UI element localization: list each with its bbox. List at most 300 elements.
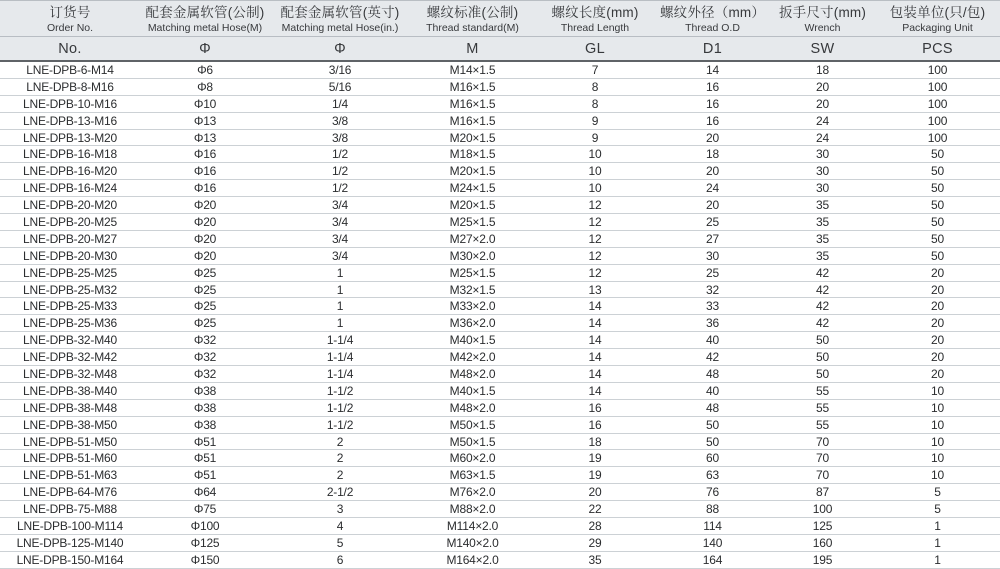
cell: 27 <box>706 231 719 246</box>
cell: Φ25 <box>193 265 217 280</box>
cell: 30 <box>816 181 829 196</box>
cell: 3/16 <box>328 62 352 77</box>
cell: 50 <box>931 181 944 196</box>
cell: Φ51 <box>193 434 217 449</box>
cell: M16×1.5 <box>449 113 496 128</box>
cell: M76×2.0 <box>449 485 496 500</box>
cell: 25 <box>706 265 719 280</box>
cell: 20 <box>931 299 944 314</box>
cell: 1 <box>336 265 344 280</box>
cell: Φ20 <box>193 214 217 229</box>
cell: 3/4 <box>331 248 349 263</box>
cell: Φ13 <box>193 113 217 128</box>
cell: 14 <box>588 383 602 398</box>
cell: 50 <box>931 248 944 263</box>
cell: 88 <box>706 502 719 517</box>
table-row <box>0 96 1000 113</box>
cell: 164 <box>702 552 723 567</box>
cell: 5 <box>934 485 941 500</box>
cell: 20 <box>816 96 829 111</box>
cell: 50 <box>816 333 829 348</box>
cell: LNE-DPB-38-M50 <box>23 417 117 432</box>
cell: 50 <box>706 434 719 449</box>
cell: 125 <box>812 518 833 533</box>
cell: 60 <box>706 451 719 466</box>
cell: M114×2.0 <box>446 518 499 533</box>
cell: 100 <box>927 79 948 94</box>
cell: 1 <box>336 299 344 314</box>
cell: Φ32 <box>193 333 217 348</box>
cell: Φ10 <box>193 96 217 111</box>
column-symbol: No. <box>58 40 82 57</box>
cell: LNE-DPB-51-M50 <box>23 434 117 449</box>
cell: 48 <box>706 400 719 415</box>
cell: 35 <box>816 231 829 246</box>
cell: 35 <box>816 198 829 213</box>
cell: 1-1/2 <box>326 383 354 398</box>
cell: 100 <box>812 502 833 517</box>
cell: 3/4 <box>331 198 349 213</box>
cell: Φ16 <box>193 147 217 162</box>
cell: M40×1.5 <box>449 333 496 348</box>
cell: 5/16 <box>328 79 352 94</box>
cell: 13 <box>588 282 602 297</box>
cell: M24×1.5 <box>449 181 496 196</box>
cell: 20 <box>706 130 719 145</box>
cell: 12 <box>588 214 602 229</box>
cell: 1-1/4 <box>326 333 354 348</box>
cell: Φ20 <box>193 198 217 213</box>
column-title-cn: 螺纹长度(mm) <box>551 5 639 21</box>
cell: 12 <box>588 265 602 280</box>
table-row <box>0 450 1000 467</box>
cell: 55 <box>816 383 829 398</box>
cell: 24 <box>816 130 829 145</box>
cell: 1-1/2 <box>326 417 354 432</box>
cell: 3/4 <box>331 214 349 229</box>
cell: 5 <box>336 535 344 550</box>
cell: 24 <box>706 181 719 196</box>
cell: 14 <box>706 62 719 77</box>
cell: Φ20 <box>193 248 217 263</box>
cell: Φ8 <box>197 79 213 94</box>
cell: 10 <box>931 468 944 483</box>
cell: M32×1.5 <box>449 282 496 297</box>
cell: 16 <box>588 400 602 415</box>
cell: M20×1.5 <box>449 130 496 145</box>
cell: 70 <box>816 468 829 483</box>
cell: Φ16 <box>193 164 217 179</box>
cell: 2 <box>336 451 344 466</box>
cell: Φ13 <box>193 130 217 145</box>
header-title-row <box>0 1 1000 37</box>
column-title-en: Matching metal Hose(M) <box>147 21 263 34</box>
cell: Φ38 <box>193 383 217 398</box>
cell: 10 <box>588 164 602 179</box>
cell: 87 <box>816 485 829 500</box>
cell: 63 <box>706 468 719 483</box>
cell: Φ64 <box>193 485 217 500</box>
table-row <box>0 79 1000 96</box>
column-title-cn: 螺纹外径（mm） <box>659 5 766 21</box>
cell: LNE-DPB-38-M40 <box>23 383 117 398</box>
cell: 20 <box>931 366 944 381</box>
header-symbol-row <box>0 37 1000 60</box>
cell: 1/2 <box>331 147 349 162</box>
cell: Φ51 <box>193 468 217 483</box>
cell: 12 <box>588 248 602 263</box>
cell: 5 <box>934 502 941 517</box>
cell: Φ32 <box>193 366 217 381</box>
cell: M16×1.5 <box>449 79 496 94</box>
cell: M20×1.5 <box>449 164 496 179</box>
cell: 1/2 <box>331 164 349 179</box>
cell: 1 <box>336 316 344 331</box>
cell: 10 <box>931 400 944 415</box>
cell: LNE-DPB-13-M16 <box>23 113 117 128</box>
cell: 14 <box>588 350 602 365</box>
cell: 40 <box>706 333 719 348</box>
table-row <box>0 484 1000 501</box>
cell: 22 <box>588 502 602 517</box>
cell: 195 <box>812 552 833 567</box>
table-row <box>0 197 1000 214</box>
cell: Φ20 <box>193 231 217 246</box>
cell: 16 <box>588 417 602 432</box>
cell: LNE-DPB-38-M48 <box>23 400 117 415</box>
cell: LNE-DPB-75-M88 <box>23 502 117 517</box>
cell: LNE-DPB-10-M16 <box>23 96 117 111</box>
cell: 12 <box>588 231 602 246</box>
cell: 1-1/4 <box>326 350 354 365</box>
cell: Φ125 <box>190 535 220 550</box>
column-title-en: Wrench <box>804 21 841 34</box>
cell: M40×1.5 <box>449 383 496 398</box>
cell: LNE-DPB-64-M76 <box>23 485 117 500</box>
cell: LNE-DPB-150-M164 <box>16 552 124 567</box>
cell: 20 <box>816 79 829 94</box>
cell: 76 <box>706 485 719 500</box>
cell: 160 <box>812 535 833 550</box>
column-title-cn: 包装单位(只/包) <box>889 5 986 21</box>
cell: Φ25 <box>193 282 217 297</box>
cell: 10 <box>588 147 602 162</box>
cell: 20 <box>931 350 944 365</box>
column-title-cn: 配套金属软管(英寸) <box>280 5 400 21</box>
table-row <box>0 366 1000 383</box>
cell: LNE-DPB-20-M20 <box>23 198 117 213</box>
cell: LNE-DPB-25-M32 <box>23 282 117 297</box>
cell: 16 <box>706 96 719 111</box>
cell: 10 <box>931 383 944 398</box>
cell: 20 <box>931 265 944 280</box>
cell: 42 <box>706 350 719 365</box>
column-symbol: M <box>466 40 479 57</box>
cell: 50 <box>931 147 944 162</box>
column-symbol: GL <box>585 40 605 57</box>
cell: 32 <box>706 282 719 297</box>
cell: 35 <box>588 552 602 567</box>
cell: M25×1.5 <box>449 214 496 229</box>
cell: Φ32 <box>193 350 217 365</box>
column-title-en: Order No. <box>46 21 94 34</box>
cell: 36 <box>706 316 719 331</box>
column-symbol: Φ <box>334 40 346 57</box>
cell: 50 <box>816 350 829 365</box>
cell: 4 <box>336 518 344 533</box>
table-row <box>0 400 1000 417</box>
cell: LNE-DPB-16-M18 <box>23 147 117 162</box>
cell: 10 <box>931 434 944 449</box>
cell: M27×2.0 <box>449 231 496 246</box>
table-row <box>0 62 1000 79</box>
cell: 100 <box>927 113 948 128</box>
cell: 50 <box>706 417 719 432</box>
table-row <box>0 417 1000 434</box>
cell: 55 <box>816 400 829 415</box>
cell: 10 <box>931 451 944 466</box>
cell: 1/4 <box>331 96 349 111</box>
cell: 3/4 <box>331 231 349 246</box>
cell: M42×2.0 <box>449 350 496 365</box>
table-row <box>0 113 1000 130</box>
cell: 1 <box>336 282 344 297</box>
table-body <box>0 62 1000 569</box>
cell: 10 <box>588 181 602 196</box>
table-row <box>0 467 1000 484</box>
table-row <box>0 214 1000 231</box>
cell: LNE-DPB-20-M25 <box>23 214 117 229</box>
cell: 50 <box>931 214 944 229</box>
cell: 100 <box>927 62 948 77</box>
column-header <box>270 1 410 36</box>
cell: 19 <box>588 451 602 466</box>
column-header <box>410 1 535 36</box>
cell: Φ25 <box>193 316 217 331</box>
cell: M33×2.0 <box>449 299 496 314</box>
table-row <box>0 552 1000 569</box>
column-header <box>770 1 875 36</box>
cell: 9 <box>591 113 599 128</box>
cell: 100 <box>927 130 948 145</box>
cell: LNE-DPB-13-M20 <box>23 130 117 145</box>
cell: 50 <box>931 164 944 179</box>
cell: 40 <box>706 383 719 398</box>
cell: 140 <box>702 535 723 550</box>
cell: 2 <box>336 468 344 483</box>
table-row <box>0 248 1000 265</box>
cell: 8 <box>591 96 599 111</box>
table-row <box>0 180 1000 197</box>
column-title-en: Packaging Unit <box>902 21 973 34</box>
cell: M14×1.5 <box>449 62 496 77</box>
cell: M16×1.5 <box>449 96 496 111</box>
cell: LNE-DPB-125-M140 <box>16 535 124 550</box>
cell: M48×2.0 <box>449 366 496 381</box>
table-row <box>0 349 1000 366</box>
column-symbol: D1 <box>702 40 723 57</box>
cell: LNE-DPB-100-M114 <box>17 518 123 533</box>
cell: LNE-DPB-25-M25 <box>23 265 117 280</box>
cell: 42 <box>816 299 829 314</box>
cell: 18 <box>588 434 602 449</box>
column-title-en: Thread O.D <box>685 21 740 34</box>
cell: M36×2.0 <box>449 316 496 331</box>
table-row <box>0 535 1000 552</box>
cell: 28 <box>588 518 602 533</box>
cell: 20 <box>706 198 719 213</box>
table-row <box>0 434 1000 451</box>
column-title-en: Matching metal Hose(in.) <box>281 21 399 34</box>
cell: 55 <box>816 417 829 432</box>
cell: M48×2.0 <box>449 400 496 415</box>
cell: 20 <box>931 333 944 348</box>
cell: 18 <box>816 62 829 77</box>
cell: 114 <box>703 518 722 533</box>
cell: 100 <box>927 96 948 111</box>
cell: M18×1.5 <box>449 147 496 162</box>
cell: LNE-DPB-32-M42 <box>23 350 117 365</box>
cell: 70 <box>816 451 829 466</box>
cell: 6 <box>336 552 344 567</box>
cell: 1-1/2 <box>326 400 354 415</box>
cell: LNE-DPB-25-M33 <box>23 299 117 314</box>
cell: 16 <box>706 79 719 94</box>
cell: LNE-DPB-8-M16 <box>26 79 114 94</box>
cell: M30×2.0 <box>449 248 496 263</box>
cell: M63×1.5 <box>449 468 496 483</box>
table-row <box>0 231 1000 248</box>
cell: Φ150 <box>190 552 220 567</box>
cell: Φ100 <box>190 518 220 533</box>
cell: 20 <box>706 164 719 179</box>
cell: Φ38 <box>193 417 217 432</box>
cell: LNE-DPB-25-M36 <box>23 316 117 331</box>
cell: 14 <box>588 316 602 331</box>
cell: 8 <box>591 79 599 94</box>
cell: 3 <box>336 502 344 517</box>
cell: Φ75 <box>193 502 217 517</box>
cell: 2-1/2 <box>326 485 354 500</box>
cell: M50×1.5 <box>449 434 496 449</box>
cell: 1 <box>934 518 941 533</box>
table-row <box>0 163 1000 180</box>
cell: 25 <box>706 214 719 229</box>
column-symbol: Φ <box>199 40 211 57</box>
cell: Φ6 <box>197 62 213 77</box>
cell: M164×2.0 <box>446 552 499 567</box>
column-title-cn: 订货号 <box>49 5 91 21</box>
table-header <box>0 1 1000 62</box>
cell: 70 <box>816 434 829 449</box>
cell: 30 <box>706 248 719 263</box>
column-header <box>875 1 1000 36</box>
cell: Φ51 <box>193 451 217 466</box>
cell: Φ25 <box>193 299 217 314</box>
cell: LNE-DPB-51-M63 <box>23 468 117 483</box>
cell: 24 <box>816 113 829 128</box>
cell: 20 <box>931 282 944 297</box>
cell: 30 <box>816 164 829 179</box>
cell: M20×1.5 <box>449 198 496 213</box>
cell: Φ16 <box>193 181 217 196</box>
cell: LNE-DPB-20-M27 <box>23 231 117 246</box>
cell: 14 <box>588 333 602 348</box>
cell: 1-1/4 <box>326 366 354 381</box>
column-title-en: Thread Length <box>560 21 630 34</box>
cell: M88×2.0 <box>449 502 496 517</box>
cell: 9 <box>591 130 599 145</box>
column-header <box>535 1 655 36</box>
cell: 12 <box>588 198 602 213</box>
cell: 30 <box>816 147 829 162</box>
cell: 16 <box>706 113 719 128</box>
cell: 20 <box>588 485 602 500</box>
cell: 29 <box>588 535 602 550</box>
cell: 3/8 <box>331 130 349 145</box>
table-row <box>0 315 1000 332</box>
column-header <box>655 1 770 36</box>
table-row <box>0 501 1000 518</box>
cell: 48 <box>706 366 719 381</box>
cell: 1 <box>934 552 941 567</box>
cell: 3/8 <box>331 113 349 128</box>
cell: 42 <box>816 265 829 280</box>
cell: Φ38 <box>193 400 217 415</box>
cell: 50 <box>931 231 944 246</box>
table-row <box>0 383 1000 400</box>
cell: M60×2.0 <box>449 451 496 466</box>
cell: LNE-DPB-32-M40 <box>23 333 117 348</box>
table-row <box>0 265 1000 282</box>
cell: LNE-DPB-6-M14 <box>26 62 114 77</box>
column-header <box>0 1 140 36</box>
column-title-cn: 配套金属软管(公制) <box>145 5 265 21</box>
table-row <box>0 332 1000 349</box>
cell: 35 <box>816 214 829 229</box>
cell: 14 <box>588 299 602 314</box>
cell: 7 <box>591 62 599 77</box>
column-symbol: PCS <box>922 40 953 57</box>
cell: 42 <box>816 316 829 331</box>
cell: 42 <box>816 282 829 297</box>
column-title-en: Thread standard(M) <box>426 21 519 34</box>
column-header <box>140 1 270 36</box>
cell: M140×2.0 <box>446 535 499 550</box>
table-row <box>0 518 1000 535</box>
cell: M50×1.5 <box>449 417 496 432</box>
cell: 35 <box>816 248 829 263</box>
cell: 10 <box>931 417 944 432</box>
table-row <box>0 146 1000 163</box>
cell: LNE-DPB-16-M24 <box>23 181 117 196</box>
column-title-cn: 螺纹标准(公制) <box>426 5 519 21</box>
table-row <box>0 298 1000 315</box>
cell: 1/2 <box>331 181 349 196</box>
cell: 1 <box>934 535 941 550</box>
cell: LNE-DPB-16-M20 <box>23 164 117 179</box>
cell: 2 <box>336 434 344 449</box>
cell: 20 <box>931 316 944 331</box>
table-row <box>0 282 1000 299</box>
cell: LNE-DPB-32-M48 <box>23 366 117 381</box>
cell: 50 <box>816 366 829 381</box>
cell: 19 <box>588 468 602 483</box>
table-row <box>0 130 1000 147</box>
column-title-cn: 扳手尺寸(mm) <box>778 5 867 21</box>
cell: LNE-DPB-51-M60 <box>23 451 117 466</box>
cell: 33 <box>706 299 719 314</box>
